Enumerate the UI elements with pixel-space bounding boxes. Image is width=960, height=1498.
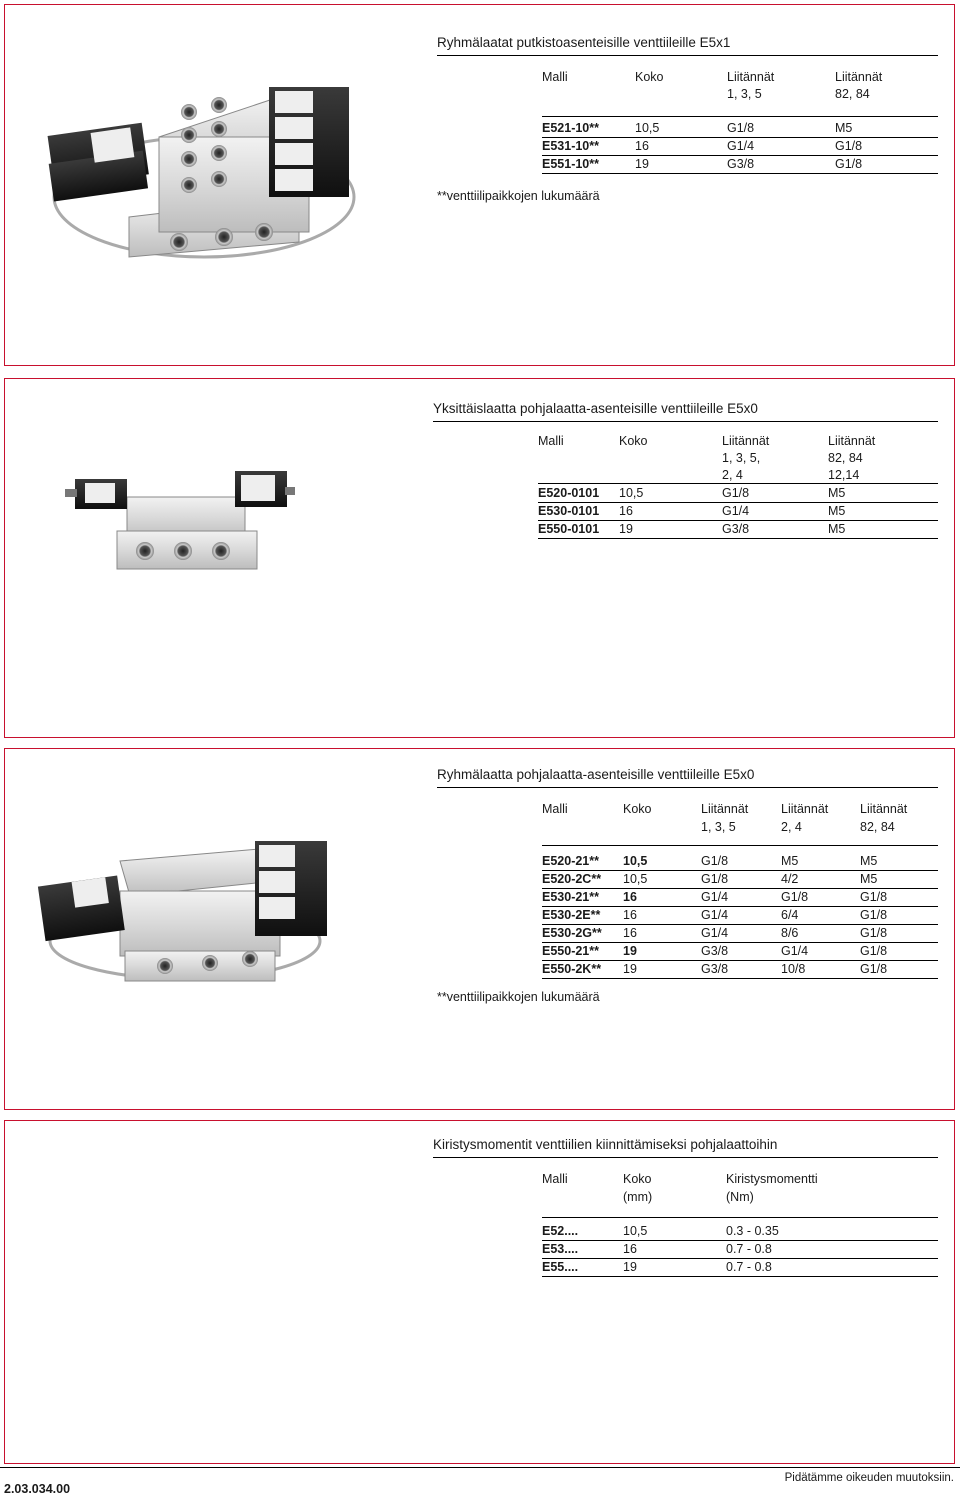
header-ports-2: Liitännät xyxy=(835,70,883,84)
header-ports-2: Liitännät xyxy=(781,802,829,816)
table-row xyxy=(5,156,954,173)
ports-cell: G1/8 xyxy=(701,854,729,868)
size-cell: 16 xyxy=(623,1242,637,1256)
table-row xyxy=(5,925,954,942)
footnote: **venttiilipaikkojen lukumäärä xyxy=(437,990,600,1004)
header-torque: Kiristysmomentti xyxy=(726,1172,818,1186)
ports-cell: G1/8 xyxy=(781,890,809,904)
table-row xyxy=(5,1223,954,1240)
rights-notice: Pidätämme oikeuden muutoksiin. xyxy=(784,1472,954,1484)
model-cell: E53.... xyxy=(542,1242,579,1256)
header-size: Koko xyxy=(619,434,648,448)
model-cell: E520-21** xyxy=(542,854,599,868)
ports-cell: G1/8 xyxy=(860,926,888,940)
table-row xyxy=(5,120,954,137)
page-number: 2.03.034.00 xyxy=(4,1482,71,1496)
size-cell: 19 xyxy=(623,962,637,976)
valve-manifold-photo xyxy=(39,77,369,327)
size-cell: 10,5 xyxy=(635,121,660,135)
size-cell: 10,5 xyxy=(623,872,648,886)
table-row xyxy=(5,503,954,520)
header-ports-3: Liitännät xyxy=(860,802,908,816)
model-cell: E52.... xyxy=(542,1224,579,1238)
size-cell: 16 xyxy=(623,926,637,940)
size-cell: 19 xyxy=(619,522,633,536)
section-title: Ryhmälaatat putkistoasenteisille venttiileille E5x1 xyxy=(437,35,938,56)
table-row xyxy=(5,138,954,155)
size-cell: 10,5 xyxy=(623,854,648,868)
header-model: Malli xyxy=(538,434,564,448)
torque-cell: 0.7 - 0.8 xyxy=(726,1260,772,1274)
model-cell: E530-21** xyxy=(542,890,599,904)
ports-cell: G1/8 xyxy=(860,908,888,922)
model-cell: E550-0101 xyxy=(538,522,600,536)
ports-cell: G1/4 xyxy=(701,926,729,940)
model-cell: E520-0101 xyxy=(538,486,600,500)
ports-cell: 10/8 xyxy=(781,962,806,976)
ports-cell: G1/8 xyxy=(860,962,888,976)
ports-cell: G1/4 xyxy=(727,139,755,153)
header-ports-1: Liitännät xyxy=(727,70,775,84)
table-row xyxy=(5,871,954,888)
table-row xyxy=(5,943,954,960)
footnote: **venttiilipaikkojen lukumäärä xyxy=(437,189,600,203)
ports-cell: 6/4 xyxy=(781,908,799,922)
header-ports-1-sub: 1, 3, 5, xyxy=(722,451,761,465)
size-cell: 16 xyxy=(635,139,649,153)
header-ports-1: Liitännät xyxy=(701,802,749,816)
footer-divider xyxy=(0,1467,960,1468)
header-size: Koko xyxy=(623,802,652,816)
size-cell: 10,5 xyxy=(619,486,644,500)
ports-cell: G1/8 xyxy=(860,944,888,958)
row-divider xyxy=(538,538,938,539)
table-row xyxy=(5,907,954,924)
ports-cell: M5 xyxy=(835,121,853,135)
ports-cell: M5 xyxy=(828,522,846,536)
model-cell: E55.... xyxy=(542,1260,579,1274)
ports-cell: 8/6 xyxy=(781,926,799,940)
header-ports-1-sub: 1, 3, 5 xyxy=(727,87,762,101)
model-cell: E530-0101 xyxy=(538,504,600,518)
section-title: Kiristysmomentit venttiilien kiinnittämiseksi pohjalaattoihin xyxy=(433,1137,938,1158)
header-model: Malli xyxy=(542,802,568,816)
section-title: Yksittäislaatta pohjalaatta-asenteisille venttiileille E5x0 xyxy=(433,401,938,422)
ports-cell: G3/8 xyxy=(701,944,729,958)
size-cell: 16 xyxy=(619,504,633,518)
table-row xyxy=(5,485,954,502)
header-ports-1-sub: 1, 3, 5 xyxy=(701,820,736,834)
table-row xyxy=(5,1259,954,1276)
header-size: Koko xyxy=(635,70,664,84)
header-model: Malli xyxy=(542,70,568,84)
header-divider xyxy=(542,116,938,117)
table-row xyxy=(5,961,954,978)
ports-cell: G1/4 xyxy=(781,944,809,958)
size-cell: 16 xyxy=(623,890,637,904)
row-divider xyxy=(542,978,938,979)
ports-cell: M5 xyxy=(828,504,846,518)
section-manifold-base xyxy=(4,748,955,1110)
ports-cell: G1/8 xyxy=(835,139,863,153)
ports-cell: G1/4 xyxy=(722,504,750,518)
table-row xyxy=(5,521,954,538)
header-divider xyxy=(538,483,938,484)
torque-cell: 0.7 - 0.8 xyxy=(726,1242,772,1256)
ports-cell: G3/8 xyxy=(722,522,750,536)
model-cell: E530-2E** xyxy=(542,908,601,922)
size-cell: 10,5 xyxy=(623,1224,648,1238)
model-cell: E521-10** xyxy=(542,121,599,135)
table-row xyxy=(5,1241,954,1258)
size-cell: 16 xyxy=(623,908,637,922)
size-cell: 19 xyxy=(635,157,649,171)
row-divider xyxy=(542,1276,938,1277)
header-ports-2-sub2: 12,14 xyxy=(828,468,860,482)
ports-cell: G1/8 xyxy=(835,157,863,171)
ports-cell: G1/4 xyxy=(701,908,729,922)
table-row xyxy=(5,853,954,870)
header-size: Koko xyxy=(623,1172,652,1186)
row-divider xyxy=(542,173,938,174)
model-cell: E551-10** xyxy=(542,157,599,171)
model-cell: E530-2G** xyxy=(542,926,602,940)
section-manifold-pipe xyxy=(4,4,955,366)
ports-cell: G1/8 xyxy=(722,486,750,500)
ports-cell: G1/4 xyxy=(701,890,729,904)
header-torque-unit: (Nm) xyxy=(726,1190,754,1204)
section-single-base xyxy=(4,378,955,738)
header-ports-1-sub2: 2, 4 xyxy=(722,468,743,482)
ports-cell: M5 xyxy=(828,486,846,500)
model-cell: E550-2K** xyxy=(542,962,602,976)
header-model: Malli xyxy=(542,1172,568,1186)
ports-cell: G3/8 xyxy=(727,157,755,171)
size-cell: 19 xyxy=(623,944,637,958)
header-divider xyxy=(542,845,938,846)
header-ports-1: Liitännät xyxy=(722,434,770,448)
section-title: Ryhmälaatta pohjalaatta-asenteisille venttiileille E5x0 xyxy=(437,767,938,788)
model-cell: E531-10** xyxy=(542,139,599,153)
ports-cell: M5 xyxy=(781,854,799,868)
model-cell: E550-21** xyxy=(542,944,599,958)
header-ports-3-sub: 82, 84 xyxy=(860,820,895,834)
ports-cell: 4/2 xyxy=(781,872,799,886)
ports-cell: M5 xyxy=(860,872,878,886)
ports-cell: G3/8 xyxy=(701,962,729,976)
header-ports-2-sub: 82, 84 xyxy=(828,451,863,465)
size-cell: 19 xyxy=(623,1260,637,1274)
header-divider xyxy=(542,1217,938,1218)
torque-cell: 0.3 - 0.35 xyxy=(726,1224,779,1238)
ports-cell: G1/8 xyxy=(860,890,888,904)
table-row xyxy=(5,889,954,906)
header-ports-2: Liitännät xyxy=(828,434,876,448)
ports-cell: G1/8 xyxy=(701,872,729,886)
ports-cell: M5 xyxy=(860,854,878,868)
section-torque xyxy=(4,1120,955,1464)
header-size-unit: (mm) xyxy=(623,1190,653,1204)
model-cell: E520-2C** xyxy=(542,872,602,886)
ports-cell: G1/8 xyxy=(727,121,755,135)
header-ports-2-sub: 82, 84 xyxy=(835,87,870,101)
header-ports-2-sub: 2, 4 xyxy=(781,820,802,834)
